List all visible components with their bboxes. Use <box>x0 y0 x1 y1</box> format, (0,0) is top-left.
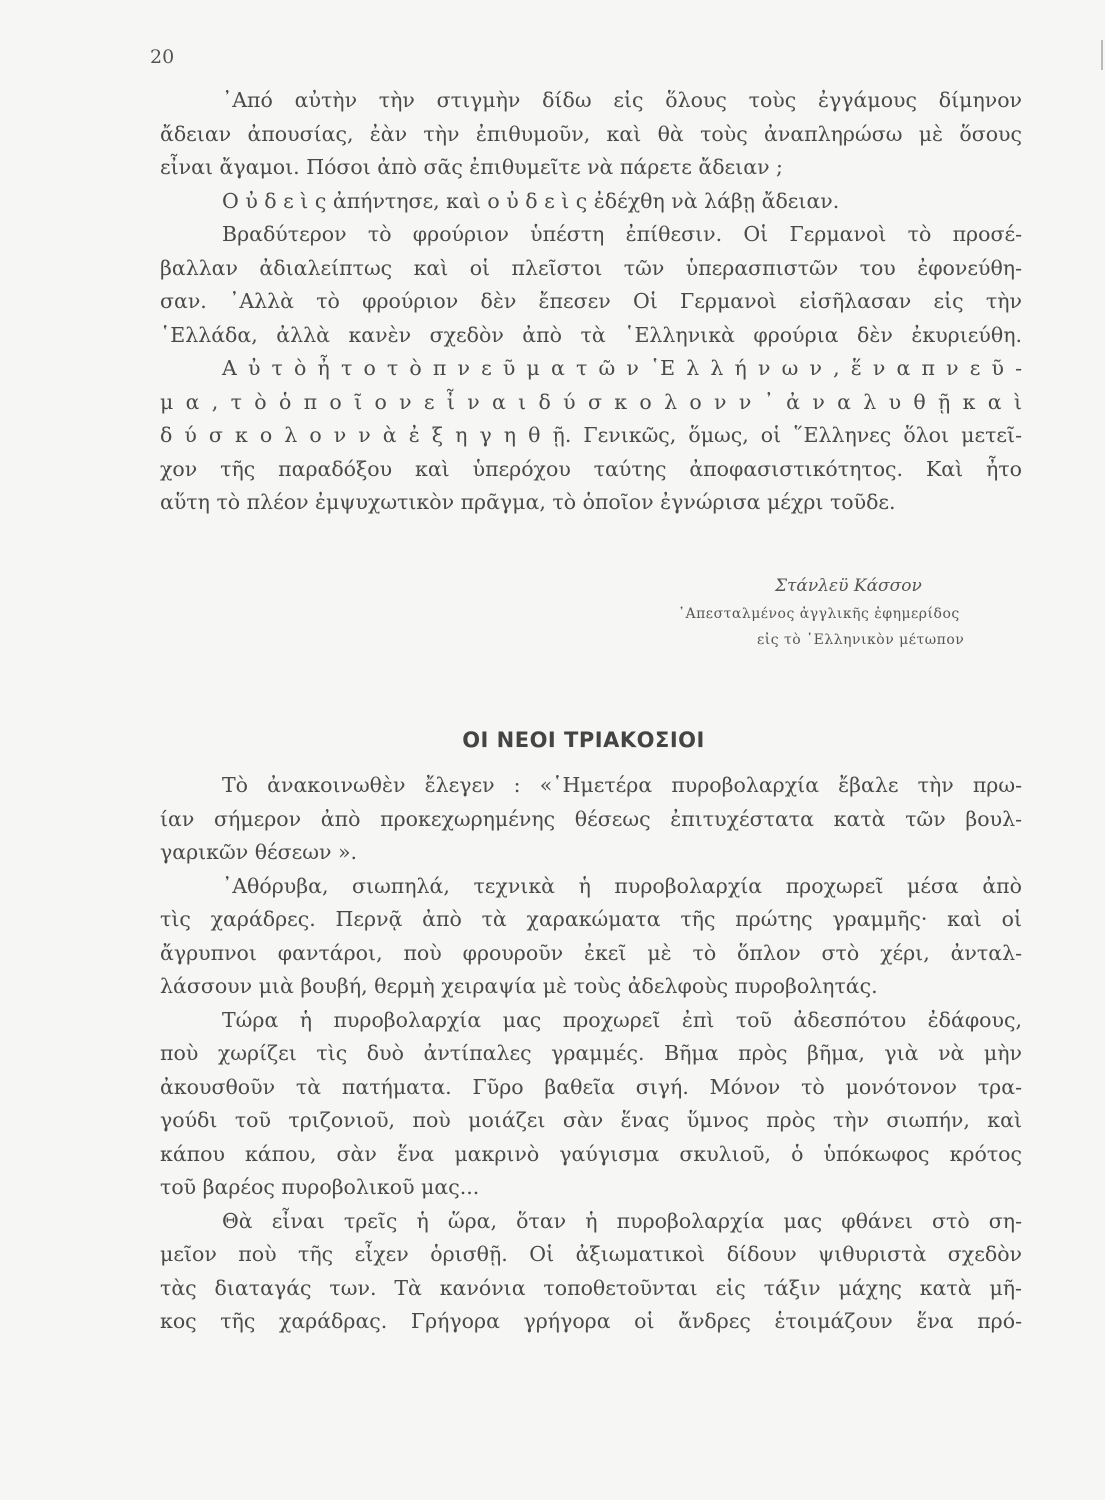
text-line: ἄδειαν ἀπουσίας, ἐὰν τὴν ἐπιθυμοῦν, καὶ θὰ τοὺς ἀναπληρώσω μὲ ὅσους <box>160 121 1022 146</box>
text-line: ᾿Αθόρυβα, σιωπηλά, τεχνικὰ ἡ πυροβολαρχία προχωρεῖ μέσα ἀπὸ <box>222 873 1022 898</box>
text-line: δ ύ σ κ ο λ ο ν ν ὰ ἐ ξ η γ η θ ῇ. Γενικῶς, ὅμως, οἱ ῞Ελληνες ὅλοι μετεῖ- <box>160 423 1022 447</box>
signature-title: ᾿Απεσταλμένος ἀγγλικῆς ἐφημερίδος <box>678 606 960 622</box>
text-line: βαλλαν ἀδιαλείπτως καὶ οἱ πλεῖστοι τῶν ὑπερασπιστῶν του ἐφονεύθη- <box>160 255 1022 280</box>
text-line: κάπου κάπου, σὰν ἕνα μακρινὸ γαύγισμα σκυλιοῦ, ὁ ὑπόκωφος κρότος <box>160 1141 1022 1166</box>
text-line: ίαν σήμερον ἀπὸ προκεχωρημένης θέσεως ἐπιτυχέστατα κατὰ τῶν βουλ- <box>160 806 1022 831</box>
article-body-top <box>160 84 1022 520</box>
text-line: Α ὐ τ ὸ ἦ τ ο τ ὸ π ν ε ῦ μ α τ ῶ ν ῾Ε λ λ ή ν ω ν , ἕ ν α π ν ε ῦ - <box>222 356 1022 380</box>
text-line: μ α , τ ὸ ὁ π ο ῖ ο ν ε ἶ ν α ι δ ύ σ κ ο λ ο ν ν ᾿ ἀ ν α λ υ θ ῇ κ α ὶ <box>160 389 1022 414</box>
text-line: λάσσουν μιὰ βουβή, θερμὴ χειραψία μὲ τοὺς ἀδελφοὺς πυροβολητάς. <box>160 974 878 998</box>
text-line: Τὸ ἀνακοινωθὲν ἔλεγεν : «῾Ημετέρα πυροβολαρχία ἔβαλε τὴν πρω- <box>222 773 1022 797</box>
section-title: ΟΙ ΝΕΟΙ ΤΡΙΑΚΟΣΙΟΙ <box>462 728 705 752</box>
text-line: σαν. ᾿Αλλὰ τὸ φρούριον δὲν ἔπεσεν Οἱ Γερμανοὶ εἰσῆλασαν εἰς τὴν <box>160 289 1022 313</box>
text-line: Τώρα ἡ πυροβολαρχία μας προχωρεῖ ἐπὶ τοῦ ἀδεσπότου ἐδάφους, <box>222 1007 1022 1032</box>
signature-affiliation: εἰς τὸ ῾Ελληνικὸν μέτωπον <box>757 632 965 648</box>
text-line: χον τῆς παραδόξου καὶ ὑπερόχου ταύτης ἀποφασιστικότητος. Καὶ ἦτο <box>160 456 1022 481</box>
text-line: Ο ὐ δ ε ὶ ς ἀπήντησε, καὶ ο ὐ δ ε ὶ ς ἐδέχθη νὰ λάβῃ ἄδειαν. <box>222 188 840 213</box>
text-line: ῾Ελλάδα, ἀλλὰ κανὲν σχεδὸν ἀπὸ τὰ ῾Ελληνικὰ φρούρια δὲν ἐκυριεύθη. <box>160 322 1022 347</box>
article-body-bottom <box>160 769 1022 1339</box>
text-line: Βραδύτερον τὸ φρούριον ὑπέστη ἐπίθεσιν. Οἱ Γερμανοὶ τὸ προσέ- <box>222 222 1022 246</box>
text-line: τὰς διαταγάς των. Τὰ κανόνια τοποθετοῦνται εἰς τάξιν μάχης κατὰ μῆ- <box>160 1275 1022 1300</box>
text-line: ἀκουσθοῦν τὰ πατήματα. Γῦρο βαθεῖα σιγή. Μόνον τὸ μονότονον τρα- <box>160 1074 1022 1099</box>
text-line: γαρικῶν θέσεων ». <box>160 840 358 864</box>
text-line: Θὰ εἶναι τρεῖς ἡ ὥρα, ὅταν ἡ πυροβολαρχία μας φθάνει στὸ ση- <box>222 1208 1022 1233</box>
text-line: αὕτη τὸ πλέον ἐμψυχωτικὸν πρᾶγμα, τὸ ὁποῖον ἐγνώρισα μέχρι τοῦδε. <box>160 490 896 514</box>
text-line: τὶς χαράδρες. Περνᾷ ἀπὸ τὰ χαρακώματα τῆς πρώτης γραμμῆς· καὶ οἱ <box>160 907 1022 931</box>
page-number: 20 <box>150 46 175 68</box>
text-line: γούδι τοῦ τριζονιοῦ, ποὺ μοιάζει σὰν ἕνας ὕμνος πρὸς τὴν σιωπήν, καὶ <box>160 1108 1022 1132</box>
text-line: μεῖον ποὺ τῆς εἶχεν ὁρισθῇ. Οἱ ἀξιωματικοὶ δίδουν ψιθυριστὰ σχεδὸν <box>160 1242 1022 1266</box>
text-line: τοῦ βαρέος πυροβολικοῦ μας... <box>160 1175 480 1199</box>
text-line: ἄγρυπνοι φαντάροι, ποὺ φρουροῦν ἐκεῖ μὲ τὸ ὅπλον στὸ χέρι, ἀνταλ- <box>160 940 1022 965</box>
text-line: εἶναι ἄγαμοι. Πόσοι ἀπὸ σᾶς ἐπιθυμεῖτε νὰ πάρετε ἄδειαν ; <box>160 155 783 179</box>
text-line: κος τῆς χαράδρας. Γρήγορα γρήγορα οἱ ἄνδρες ἑτοιμάζουν ἕνα πρό- <box>160 1309 1022 1333</box>
text-line: ᾿Από αὐτὴν τὴν στιγμὴν δίδω εἰς ὅλους τοὺς ἐγγάμους δίμηνον <box>222 88 1022 112</box>
text-line: ποὺ χωρίζει τὶς δυὸ ἀντίπαλες γραμμές. Βῆμα πρὸς βῆμα, γιὰ νὰ μὴν <box>160 1041 1022 1065</box>
scan-edge-mark <box>1101 40 1103 70</box>
signature-name: Στάνλεϋ Κάσσον <box>775 576 922 596</box>
